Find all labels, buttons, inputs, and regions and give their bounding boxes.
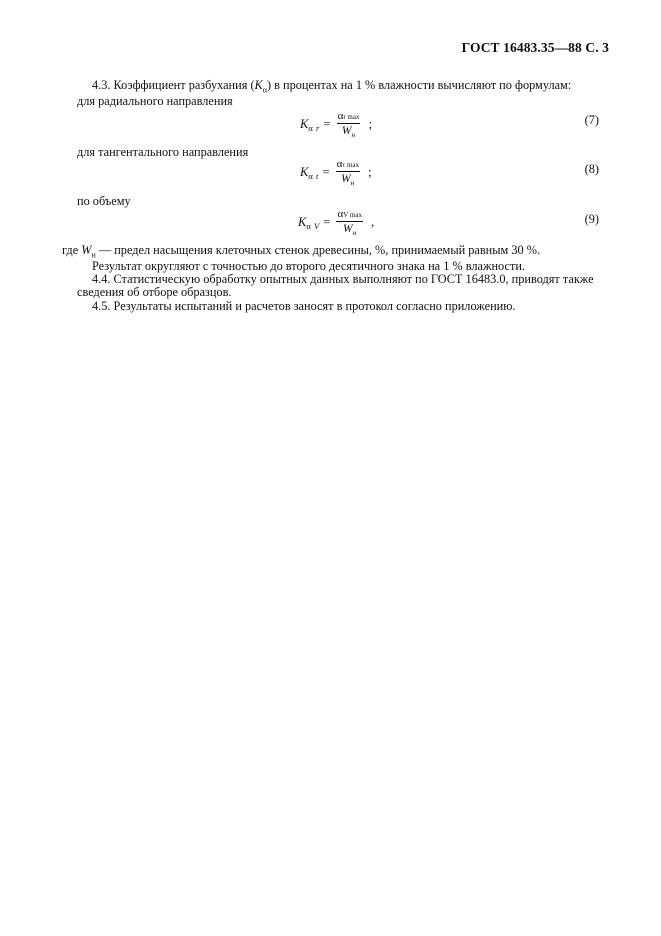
formula-8-alpha: α: [308, 170, 313, 181]
p43-sub: α: [262, 85, 267, 95]
equation-number-9: (9): [584, 212, 599, 226]
paragraph-4-4-line-1: 4.4. Статистическую обработку опытных данных выполняют по ГОСТ 16483.0, приводят также: [92, 272, 594, 286]
formula-9-k: K: [298, 214, 307, 229]
formula-9-fraction: [336, 208, 363, 237]
formula-9: [298, 208, 374, 237]
where-tail: — предел насыщения клеточных стенок древесины, %, принимаемый равным 30 %.: [95, 243, 541, 257]
formula-7-k: K: [300, 116, 309, 131]
formula-7-num-alpha: α: [337, 110, 344, 122]
paragraph-4-4-line-2: сведения об отборе образцов.: [77, 285, 232, 299]
formula-9-den-sub: н: [352, 228, 357, 237]
formula-7: [300, 110, 372, 139]
result-line: Результат округляют с точностью до второго десятичного знака на 1 % влажности.: [92, 259, 526, 273]
volume-label: по объему: [77, 194, 131, 208]
equation-number-7: (7): [584, 113, 599, 127]
formula-8-den: W: [341, 173, 351, 185]
formula-8: [300, 158, 372, 187]
formula-7-eq: =: [323, 117, 331, 131]
formula-9-dir: V: [313, 220, 320, 231]
formula-7-den: W: [341, 125, 352, 137]
formula-8-den-sub: н: [350, 178, 355, 187]
paragraph-4-5: 4.5. Результаты испытаний и расчетов заносят в протокол согласно приложению.: [92, 299, 516, 313]
formula-8-fraction: [336, 158, 360, 187]
formula-7-fraction: [337, 110, 361, 139]
where-w: W: [81, 243, 92, 257]
formula-8-k: K: [300, 164, 309, 179]
formula-9-num-alpha: α: [337, 208, 344, 220]
formula-9-eq: =: [323, 215, 331, 229]
formula-9-num-sub: V max: [343, 211, 362, 219]
formula-7-num-sub: r max: [343, 113, 360, 121]
formula-7-dir: r: [315, 122, 320, 133]
p43-tail: ) в процентах на 1 % влажности вычисляют по формулам:: [266, 78, 572, 92]
formula-9-alpha: α: [306, 220, 311, 231]
formula-8-eq: =: [322, 165, 330, 179]
formula-8-dir: t: [315, 170, 319, 181]
equation-number-8: (8): [584, 162, 599, 176]
radial-label: для радиального направления: [77, 94, 233, 108]
where-lead: где: [62, 243, 82, 257]
formula-7-alpha: α: [308, 122, 313, 133]
p43-k: K: [254, 78, 263, 92]
formula-7-punct: ;: [368, 117, 373, 131]
formula-9-den: W: [343, 223, 353, 235]
formula-8-punct: ;: [368, 165, 372, 179]
page-header: ГОСТ 16483.35—88 С. 3: [461, 40, 609, 55]
formula-7-den-sub: н: [351, 130, 356, 139]
p43-lead: 4.3. Коэффициент разбухания (: [92, 78, 255, 92]
tangential-label: для тангентального направления: [77, 145, 249, 159]
formula-8-num-alpha: α: [336, 158, 343, 170]
where-sub: н: [91, 250, 96, 260]
formula-9-punct: ,: [371, 215, 375, 229]
formula-8-num-sub: τ max: [342, 161, 360, 169]
